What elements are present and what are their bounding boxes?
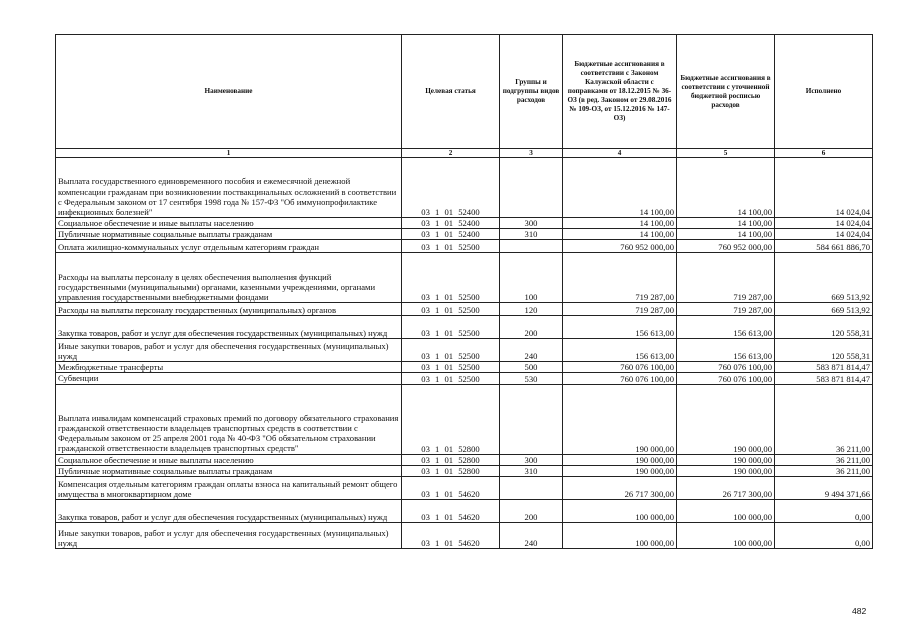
table-row <box>56 454 873 465</box>
table-row <box>56 499 873 522</box>
row-name: Публичные нормативные социальные выплаты гражданам <box>56 465 402 476</box>
row-budget-allocation: 760 952 000,00 <box>677 240 775 253</box>
row-name: Социальное обеспечение и иные выплаты населению <box>56 454 402 465</box>
row-expense-group: 310 <box>500 465 563 476</box>
table-row <box>56 240 873 253</box>
row-law-allocation: 156 613,00 <box>563 339 677 362</box>
row-expense-group: 200 <box>500 316 563 339</box>
row-law-allocation: 26 717 300,00 <box>563 476 677 499</box>
header-name: Наименование <box>56 35 402 149</box>
row-name: Иные закупки товаров, работ и услуг для обеспечения государственных (муниципальных) нужд <box>56 339 402 362</box>
row-law-allocation: 100 000,00 <box>563 522 677 548</box>
row-expense-group: 120 <box>500 303 563 316</box>
row-budget-allocation: 14 100,00 <box>677 229 775 240</box>
row-name: Публичные нормативные социальные выплаты гражданам <box>56 229 402 240</box>
table-row <box>56 339 873 362</box>
row-executed: 120 558,31 <box>775 339 873 362</box>
row-target-article: 03 1 01 52400 <box>402 218 500 229</box>
row-expense-group <box>500 240 563 253</box>
row-name: Расходы на выплаты персоналу государственных (муниципальных) органов <box>56 303 402 316</box>
column-number: 2 <box>402 149 500 158</box>
row-law-allocation: 760 076 100,00 <box>563 362 677 373</box>
row-budget-allocation: 760 076 100,00 <box>677 362 775 373</box>
row-law-allocation: 190 000,00 <box>563 384 677 454</box>
table-row <box>56 522 873 548</box>
header-expense-groups: Группы и подгруппы видов расходов <box>500 35 563 149</box>
header-executed: Исполнено <box>775 35 873 149</box>
row-executed: 584 661 886,70 <box>775 240 873 253</box>
table-row <box>56 229 873 240</box>
table-row <box>56 362 873 373</box>
row-name: Субвенции <box>56 373 402 384</box>
row-law-allocation: 14 100,00 <box>563 158 677 218</box>
table-row <box>56 253 873 303</box>
row-budget-allocation: 14 100,00 <box>677 158 775 218</box>
row-name: Иные закупки товаров, работ и услуг для обеспечения государственных (муниципальных) нужд <box>56 522 402 548</box>
row-name: Расходы на выплаты персоналу в целях обеспечения выполнения функций государственными (муниципальными) органами, казенными учреждениями, органами управления государственными внебюджетными фондами <box>56 253 402 303</box>
row-executed: 583 871 814,47 <box>775 362 873 373</box>
row-expense-group: 300 <box>500 454 563 465</box>
row-expense-group: 100 <box>500 253 563 303</box>
table-row <box>56 218 873 229</box>
row-budget-allocation: 156 613,00 <box>677 316 775 339</box>
row-budget-allocation: 100 000,00 <box>677 522 775 548</box>
row-budget-allocation: 760 076 100,00 <box>677 373 775 384</box>
row-executed: 0,00 <box>775 522 873 548</box>
row-expense-group: 530 <box>500 373 563 384</box>
row-target-article: 03 1 01 54620 <box>402 522 500 548</box>
row-name: Оплата жилищно-коммунальных услуг отдельным категориям граждан <box>56 240 402 253</box>
column-number: 4 <box>563 149 677 158</box>
row-budget-allocation: 14 100,00 <box>677 218 775 229</box>
row-executed: 14 024,04 <box>775 158 873 218</box>
column-number: 5 <box>677 149 775 158</box>
row-target-article: 03 1 01 52800 <box>402 384 500 454</box>
table-row <box>56 465 873 476</box>
row-law-allocation: 156 613,00 <box>563 316 677 339</box>
row-budget-allocation: 190 000,00 <box>677 465 775 476</box>
row-expense-group: 200 <box>500 499 563 522</box>
row-expense-group: 300 <box>500 218 563 229</box>
row-executed: 0,00 <box>775 499 873 522</box>
row-target-article: 03 1 01 52500 <box>402 373 500 384</box>
row-name: Закупка товаров, работ и услуг для обеспечения государственных (муниципальных) нужд <box>56 316 402 339</box>
table-body <box>56 158 873 549</box>
row-executed: 14 024,04 <box>775 218 873 229</box>
row-executed: 9 494 371,66 <box>775 476 873 499</box>
row-law-allocation: 760 952 000,00 <box>563 240 677 253</box>
row-target-article: 03 1 01 52800 <box>402 465 500 476</box>
row-budget-allocation: 100 000,00 <box>677 499 775 522</box>
row-target-article: 03 1 01 52500 <box>402 303 500 316</box>
table-row <box>56 373 873 384</box>
row-expense-group: 240 <box>500 522 563 548</box>
row-target-article: 03 1 01 52500 <box>402 316 500 339</box>
row-expense-group: 310 <box>500 229 563 240</box>
row-law-allocation: 100 000,00 <box>563 499 677 522</box>
row-executed: 669 513,92 <box>775 253 873 303</box>
table-row <box>56 316 873 339</box>
header-target-article: Целевая статья <box>402 35 500 149</box>
row-law-allocation: 14 100,00 <box>563 229 677 240</box>
row-law-allocation: 190 000,00 <box>563 454 677 465</box>
row-name: Межбюджетные трансферты <box>56 362 402 373</box>
row-law-allocation: 719 287,00 <box>563 303 677 316</box>
row-executed: 14 024,04 <box>775 229 873 240</box>
row-executed: 583 871 814,47 <box>775 373 873 384</box>
row-target-article: 03 1 01 52500 <box>402 240 500 253</box>
row-executed: 36 211,00 <box>775 465 873 476</box>
page-number: 482 <box>852 606 867 616</box>
table-row <box>56 476 873 499</box>
row-name: Выплата инвалидам компенсаций страховых премий по договору обязательного страхования гражданской ответственности владельцев транспортных средств в соответствии с Федеральным законом от 25 апреля 2001 года № 40-ФЗ "Об обязательном страховании гражданской ответственности владельцев транспортных средств" <box>56 384 402 454</box>
row-target-article: 03 1 01 52400 <box>402 158 500 218</box>
row-executed: 669 513,92 <box>775 303 873 316</box>
row-budget-allocation: 156 613,00 <box>677 339 775 362</box>
row-target-article: 03 1 01 52500 <box>402 253 500 303</box>
row-name: Компенсация отдельным категориям граждан оплаты взноса на капитальный ремонт общего имущества в многоквартирном доме <box>56 476 402 499</box>
row-law-allocation: 190 000,00 <box>563 465 677 476</box>
row-name: Выплата государственного единовременного пособия и ежемесячной денежной компенсации гражданам при возникновении поствакцинальных осложнений в соответствии с Федеральным законом от 17 сентября 1998 года № 157-ФЗ "Об иммунопрофилактике инфекционных болезней" <box>56 158 402 218</box>
header-budget-allocations: Бюджетные ассигнования в соответствии с уточненной бюджетной росписью расходов <box>677 35 775 149</box>
row-expense-group <box>500 158 563 218</box>
row-target-article: 03 1 01 52500 <box>402 339 500 362</box>
column-number: 1 <box>56 149 402 158</box>
row-target-article: 03 1 01 52500 <box>402 362 500 373</box>
row-expense-group: 500 <box>500 362 563 373</box>
row-target-article: 03 1 01 52800 <box>402 454 500 465</box>
row-target-article: 03 1 01 54620 <box>402 499 500 522</box>
row-expense-group: 240 <box>500 339 563 362</box>
table-row <box>56 158 873 218</box>
row-budget-allocation: 190 000,00 <box>677 454 775 465</box>
row-law-allocation: 14 100,00 <box>563 218 677 229</box>
row-budget-allocation: 719 287,00 <box>677 303 775 316</box>
row-law-allocation: 760 076 100,00 <box>563 373 677 384</box>
row-name: Социальное обеспечение и иные выплаты населению <box>56 218 402 229</box>
row-budget-allocation: 190 000,00 <box>677 384 775 454</box>
table-row <box>56 303 873 316</box>
row-expense-group <box>500 476 563 499</box>
row-budget-allocation: 26 717 300,00 <box>677 476 775 499</box>
column-number: 6 <box>775 149 873 158</box>
row-law-allocation: 719 287,00 <box>563 253 677 303</box>
row-target-article: 03 1 01 52400 <box>402 229 500 240</box>
budget-execution-table <box>55 34 873 549</box>
row-name: Закупка товаров, работ и услуг для обеспечения государственных (муниципальных) нужд <box>56 499 402 522</box>
budget-table-sheet <box>55 34 872 549</box>
row-executed: 36 211,00 <box>775 454 873 465</box>
column-number: 3 <box>500 149 563 158</box>
row-target-article: 03 1 01 54620 <box>402 476 500 499</box>
row-budget-allocation: 719 287,00 <box>677 253 775 303</box>
row-executed: 36 211,00 <box>775 384 873 454</box>
row-executed: 120 558,31 <box>775 316 873 339</box>
column-number-row <box>56 149 873 158</box>
table-row <box>56 384 873 454</box>
header-row <box>56 35 873 149</box>
header-law-allocations: Бюджетные ассигнования в соответствии с Законом Калужской области с поправками от 18.12.2015 № 36-ОЗ (в ред. Законом от 29.08.2016 № 109-ОЗ, от 15.12.2016 № 147-ОЗ) <box>563 35 677 149</box>
row-expense-group <box>500 384 563 454</box>
